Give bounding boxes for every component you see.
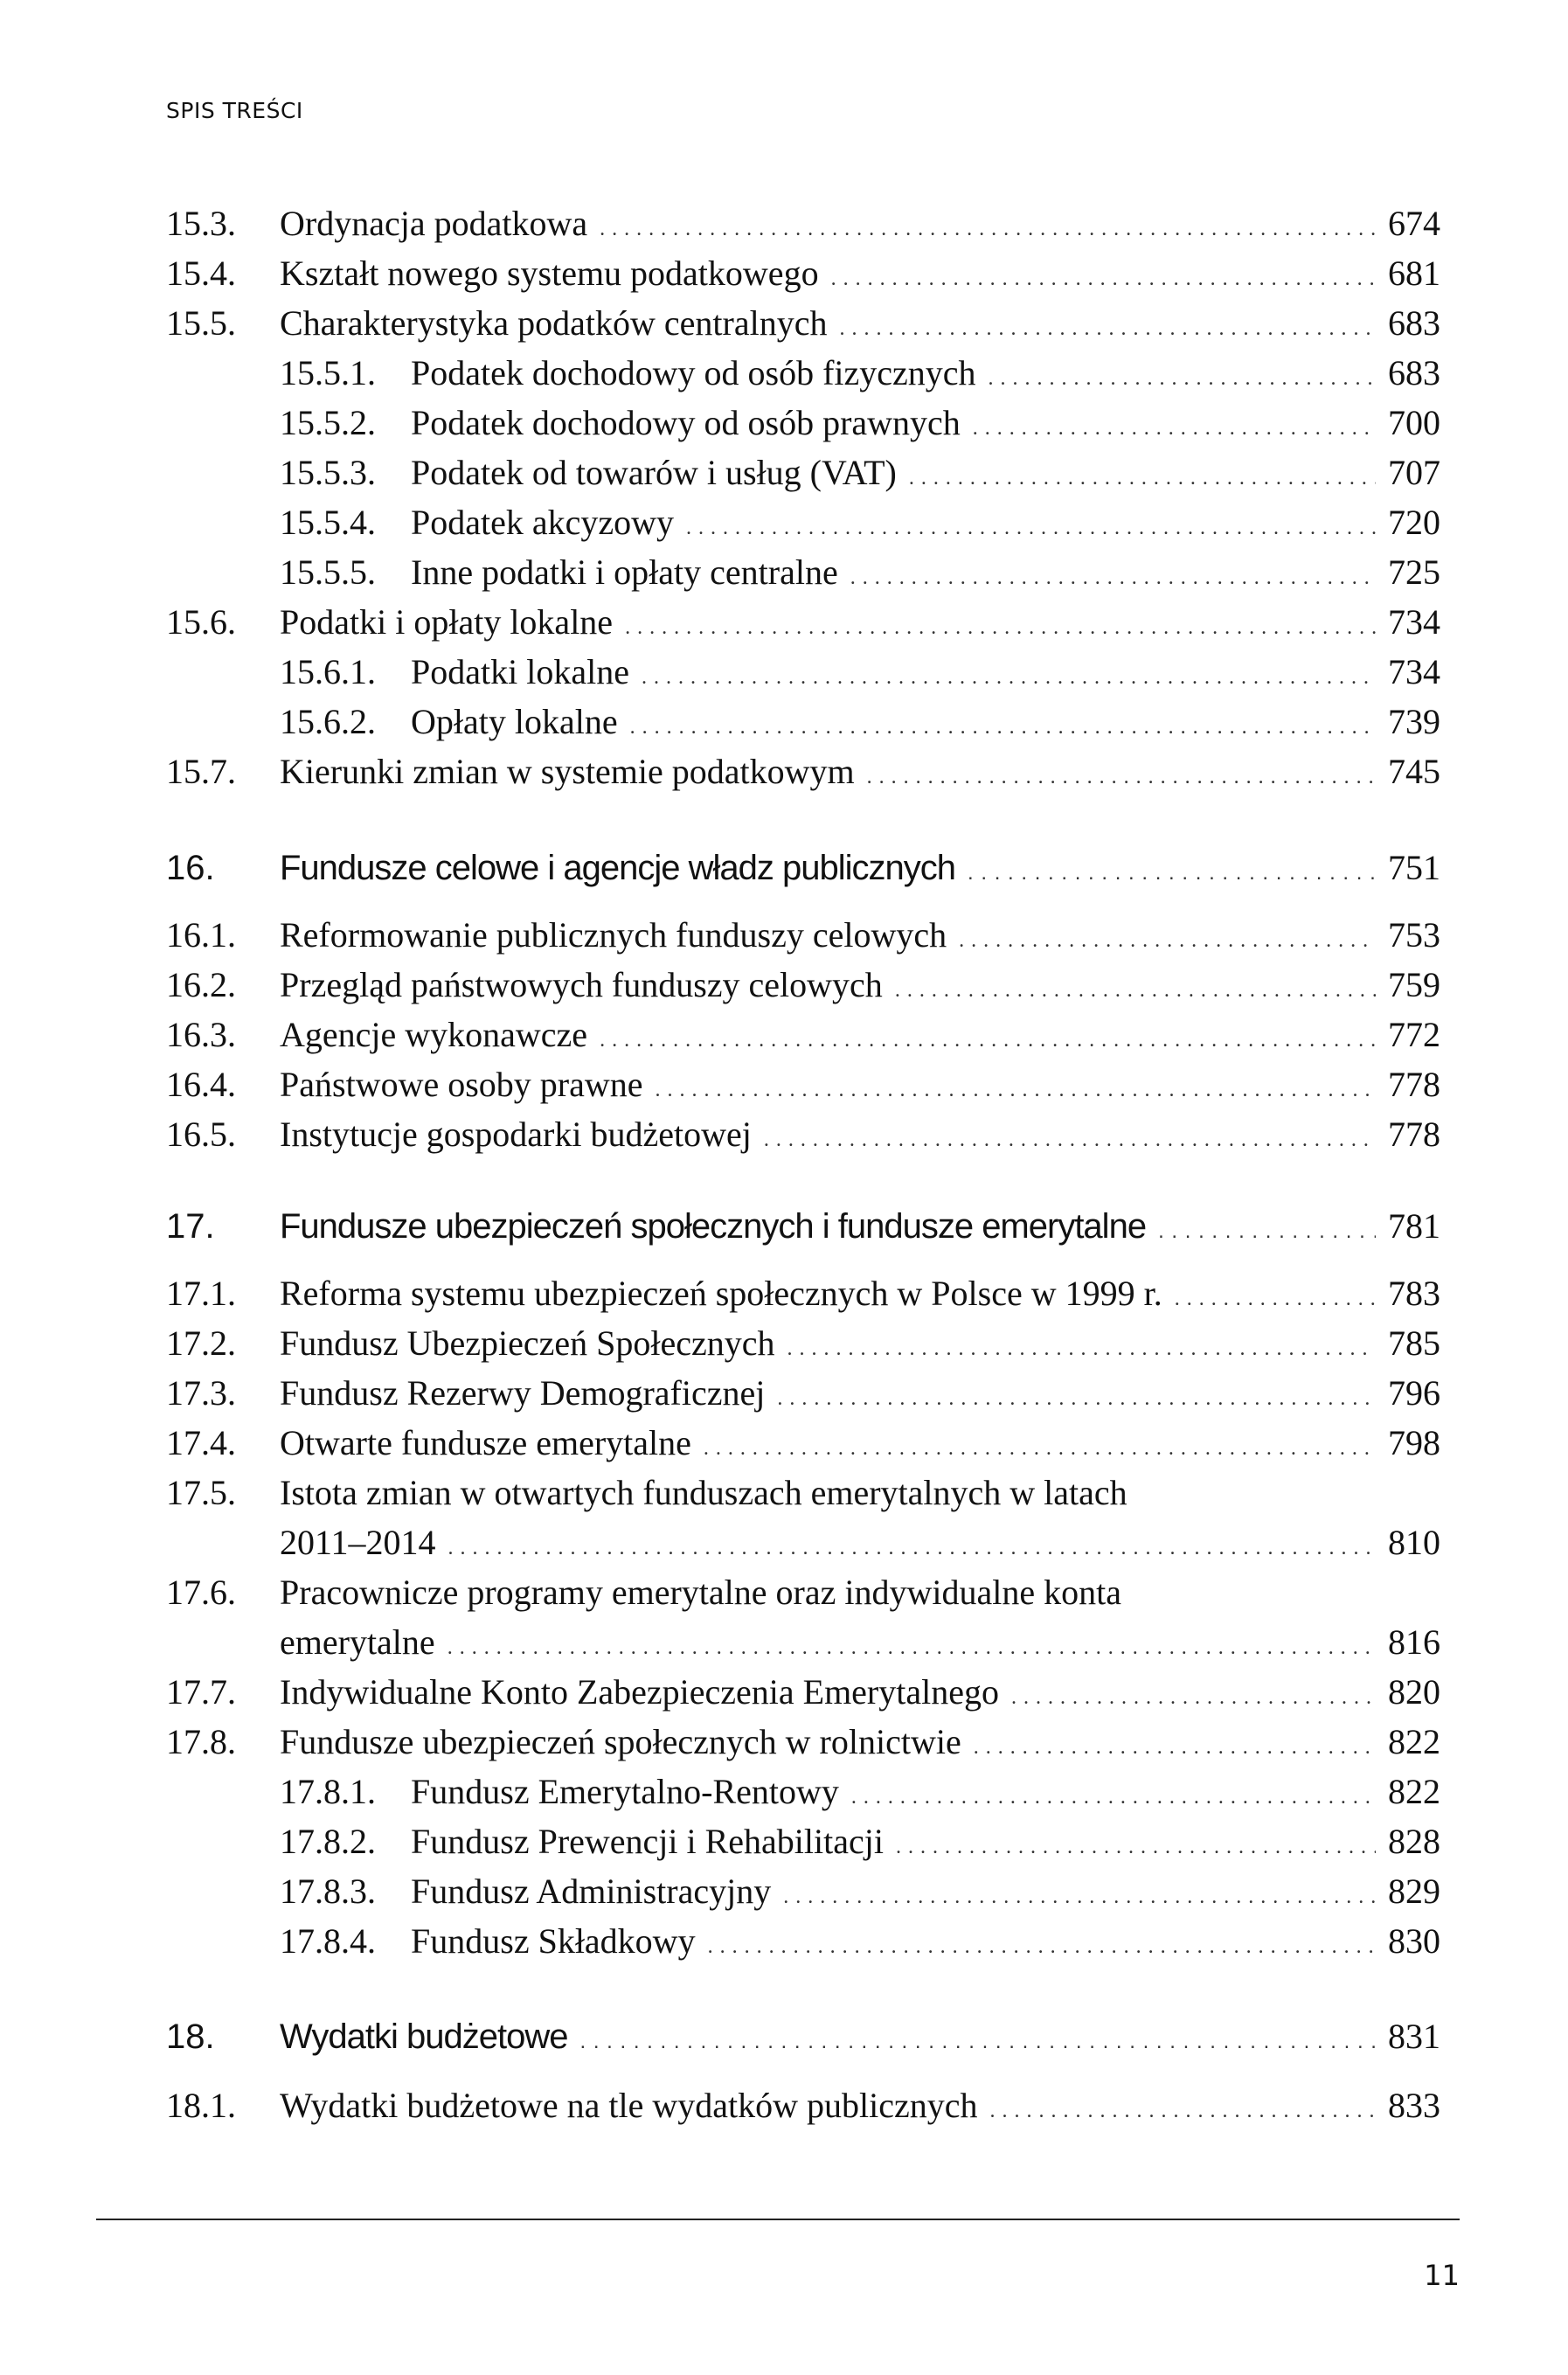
entry-page: 822 <box>1388 1722 1440 1761</box>
entry-page: 707 <box>1388 453 1440 492</box>
dot-leader <box>974 1718 1376 1772</box>
entry-title: Podatek dochodowy od osób fizycznych <box>411 353 976 392</box>
dot-leader <box>895 961 1376 1015</box>
entry-title-line-2: emerytalne <box>280 1622 435 1662</box>
entry-title: Podatek akcyzowy <box>411 503 675 542</box>
entry-page: 816 <box>1388 1622 1440 1662</box>
toc-entry-15-5-4[interactable] <box>166 498 1440 547</box>
toc-entry-16-5[interactable] <box>166 1110 1440 1159</box>
entry-page: 822 <box>1388 1772 1440 1811</box>
entry-title: Kształt nowego systemu podatkowego <box>280 253 819 293</box>
entry-number: 17.5. <box>166 1473 236 1512</box>
dot-leader <box>448 1518 1376 1573</box>
entry-number: 15.6.2. <box>280 702 376 741</box>
entry-number: 17.8.2. <box>280 1822 376 1861</box>
dot-leader <box>686 498 1376 552</box>
entry-page: 683 <box>1388 353 1440 392</box>
entry-title: Instytucje gospodarki budżetowej <box>280 1115 752 1154</box>
entry-number: 15.5. <box>166 303 236 343</box>
entry-number: 15.6.1. <box>280 652 376 691</box>
entry-page: 820 <box>1388 1672 1440 1712</box>
entry-page: 725 <box>1388 552 1440 592</box>
entry-title: Reforma systemu ubezpieczeń społecznych w Polsce w 1999 r. <box>280 1274 1162 1313</box>
footer-rule <box>96 2219 1460 2220</box>
page-number: 11 <box>1424 2259 1460 2292</box>
toc-entry-15-7[interactable] <box>166 747 1440 796</box>
entry-number: 18.1. <box>166 2086 236 2125</box>
entry-title: Reformowanie publicznych funduszy celowych <box>280 915 947 955</box>
entry-title: Podatek dochodowy od osób prawnych <box>411 403 961 442</box>
entry-title: Charakterystyka podatków centralnych <box>280 303 828 343</box>
entry-title: Fundusz Prewencji i Rehabilitacji <box>411 1822 884 1861</box>
toc-entry-15-6[interactable] <box>166 598 1440 647</box>
entry-number: 15.5.4. <box>280 503 376 542</box>
entry-page: 674 <box>1388 204 1440 243</box>
entry-number: 17.1. <box>166 1274 236 1313</box>
entry-number: 17.8.4. <box>280 1921 376 1961</box>
entry-title: Fundusz Emerytalno-Rentowy <box>411 1772 839 1811</box>
toc-entry-17-8-4[interactable] <box>166 1917 1440 1966</box>
dot-leader <box>896 1817 1376 1872</box>
entry-page: 796 <box>1388 1373 1440 1413</box>
dot-leader <box>831 249 1376 303</box>
dot-leader <box>642 648 1376 702</box>
entry-page: 720 <box>1388 503 1440 542</box>
toc-entry-16-1[interactable] <box>166 911 1440 960</box>
entry-number: 15.6. <box>166 602 236 642</box>
entry-page: 700 <box>1388 403 1440 442</box>
toc-entry-17-2[interactable] <box>166 1319 1440 1368</box>
entry-title: Fundusz Ubezpieczeń Społecznych <box>280 1323 775 1363</box>
entry-number: 15.4. <box>166 253 236 293</box>
dot-leader <box>600 1010 1376 1065</box>
entry-page: 745 <box>1388 752 1440 791</box>
entry-title: Fundusze ubezpieczeń społecznych w rolnictwie <box>280 1722 961 1761</box>
chapter-number: 18. <box>166 2017 215 2056</box>
toc-entry-18-1[interactable] <box>166 2081 1440 2130</box>
dot-leader <box>959 911 1376 965</box>
entry-title: Opłaty lokalne <box>411 702 618 741</box>
dot-leader <box>1011 1668 1376 1722</box>
entry-title: Indywidualne Konto Zabezpieczenia Emerytalnego <box>280 1672 999 1712</box>
entry-title: Fundusz Składkowy <box>411 1921 696 1961</box>
dot-leader <box>625 598 1376 652</box>
toc-chapter-17[interactable] <box>166 1202 1440 1251</box>
dot-leader <box>867 747 1376 802</box>
entry-title: Ordynacja podatkowa <box>280 204 588 243</box>
entry-number: 17.2. <box>166 1323 236 1363</box>
chapter-page: 751 <box>1388 848 1440 887</box>
entry-title: Wydatki budżetowe na tle wydatków publicznych <box>280 2086 978 2125</box>
entry-number: 17.8. <box>166 1722 236 1761</box>
entry-number: 15.5.1. <box>280 353 376 392</box>
entry-page: 828 <box>1388 1822 1440 1861</box>
entry-number: 15.7. <box>166 752 236 791</box>
dot-leader <box>777 1369 1376 1423</box>
entry-number: 17.3. <box>166 1373 236 1413</box>
toc-chapter-16[interactable] <box>166 844 1440 892</box>
entry-page: 798 <box>1388 1423 1440 1462</box>
toc-entry-17-8-1[interactable] <box>166 1767 1440 1816</box>
toc-entry-17-8[interactable] <box>166 1718 1440 1767</box>
entry-number: 17.7. <box>166 1672 236 1712</box>
entry-number: 15.5.2. <box>280 403 376 442</box>
toc-entry-17-1[interactable] <box>166 1269 1440 1318</box>
toc-entry-16-4[interactable] <box>166 1060 1440 1109</box>
entry-number: 16.1. <box>166 915 236 955</box>
toc-entry-15-5-2[interactable] <box>166 399 1440 448</box>
toc-entry-17-8-3[interactable] <box>166 1867 1440 1916</box>
entry-title-line-2: 2011–2014 <box>280 1523 436 1562</box>
entry-title: Podatek od towarów i usług (VAT) <box>411 453 897 492</box>
entry-page: 681 <box>1388 253 1440 293</box>
entry-page: 734 <box>1388 652 1440 691</box>
toc-entry-17-4[interactable] <box>166 1419 1440 1468</box>
toc-entry-15-3[interactable] <box>166 199 1440 248</box>
entry-number: 16.2. <box>166 965 236 1004</box>
toc-entry-17-5[interactable] <box>166 1469 1440 1517</box>
entry-number: 15.3. <box>166 204 236 243</box>
entry-title-line-1: Istota zmian w otwartych funduszach emerytalnych w latach <box>280 1473 1127 1512</box>
entry-page: 759 <box>1388 965 1440 1004</box>
entry-page: 683 <box>1388 303 1440 343</box>
dot-leader <box>708 1917 1376 1971</box>
chapter-title: Fundusze ubezpieczeń społecznych i fundusze emerytalne <box>280 1207 1147 1246</box>
entry-title: Fundusz Administracyjny <box>411 1872 772 1911</box>
toc-entry-17-6-cont[interactable] <box>280 1618 1440 1667</box>
entry-page: 830 <box>1388 1921 1440 1961</box>
toc-entry-15-6-1[interactable] <box>166 648 1440 697</box>
entry-number: 16.4. <box>166 1065 236 1104</box>
toc-entry-16-3[interactable] <box>166 1010 1440 1059</box>
dot-leader <box>851 1767 1376 1822</box>
dot-leader <box>764 1110 1376 1164</box>
entry-page: 772 <box>1388 1015 1440 1054</box>
entry-title: Kierunki zmian w systemie podatkowym <box>280 752 855 791</box>
entry-page: 785 <box>1388 1323 1440 1363</box>
entry-number: 16.3. <box>166 1015 236 1054</box>
chapter-number: 16. <box>166 849 215 887</box>
toc-chapter-18[interactable] <box>166 2012 1440 2061</box>
entry-number: 15.5.3. <box>280 453 376 492</box>
toc-entry-15-6-2[interactable] <box>166 698 1440 747</box>
dot-leader <box>630 698 1376 752</box>
dot-leader <box>704 1419 1376 1473</box>
entry-title: Przegląd państwowych funduszy celowych <box>280 965 883 1004</box>
dot-leader <box>448 1618 1376 1672</box>
toc-entry-16-2[interactable] <box>166 961 1440 1010</box>
entry-title: Państwowe osoby prawne <box>280 1065 643 1104</box>
dot-leader <box>850 548 1376 602</box>
chapter-title: Fundusze celowe i agencje władz publicznych <box>280 849 956 887</box>
toc-entry-15-5[interactable] <box>166 299 1440 348</box>
chapter-page: 831 <box>1388 2017 1440 2056</box>
toc-entry-15-5-3[interactable] <box>166 448 1440 497</box>
entry-page: 739 <box>1388 702 1440 741</box>
dot-leader <box>579 2012 1376 2066</box>
dot-leader <box>656 1060 1377 1115</box>
toc-entry-15-4[interactable] <box>166 249 1440 298</box>
dot-leader <box>600 199 1376 253</box>
entry-title: Fundusz Rezerwy Demograficznej <box>280 1373 766 1413</box>
entry-page: 778 <box>1388 1115 1440 1154</box>
dot-leader <box>839 299 1376 353</box>
entry-title: Podatki i opłaty lokalne <box>280 602 614 642</box>
entry-number: 17.8.1. <box>280 1772 376 1811</box>
toc-entry-17-7[interactable] <box>166 1668 1440 1717</box>
toc-entry-17-8-2[interactable] <box>166 1817 1440 1866</box>
dot-leader <box>1158 1202 1376 1256</box>
entry-page: 783 <box>1388 1274 1440 1313</box>
chapter-page: 781 <box>1388 1206 1440 1246</box>
toc-entry-15-5-1[interactable] <box>166 349 1440 398</box>
dot-leader <box>783 1867 1376 1921</box>
entry-page: 753 <box>1388 915 1440 955</box>
toc-entry-17-6[interactable] <box>166 1568 1440 1617</box>
entry-title: Otwarte fundusze emerytalne <box>280 1423 691 1462</box>
running-header: SPIS TREŚCI <box>166 98 303 123</box>
entry-page: 734 <box>1388 602 1440 642</box>
dot-leader <box>909 448 1376 503</box>
dot-leader <box>968 844 1376 898</box>
entry-title: Inne podatki i opłaty centralne <box>411 552 838 592</box>
entry-title-line-1: Pracownicze programy emerytalne oraz indywidualne konta <box>280 1573 1121 1612</box>
entry-number: 17.8.3. <box>280 1872 376 1911</box>
entry-number: 15.5.5. <box>280 552 376 592</box>
entry-title: Agencje wykonawcze <box>280 1015 588 1054</box>
dot-leader <box>1175 1269 1376 1323</box>
toc-entry-17-3[interactable] <box>166 1369 1440 1418</box>
entry-page: 829 <box>1388 1872 1440 1911</box>
entry-number: 16.5. <box>166 1115 236 1154</box>
entry-title: Podatki lokalne <box>411 652 629 691</box>
entry-number: 17.6. <box>166 1573 236 1612</box>
entry-page: 810 <box>1388 1523 1440 1562</box>
entry-number: 17.4. <box>166 1423 236 1462</box>
dot-leader <box>989 2081 1376 2135</box>
entry-page: 833 <box>1388 2086 1440 2125</box>
chapter-title: Wydatki budżetowe <box>280 2017 568 2056</box>
dot-leader <box>973 399 1376 453</box>
dot-leader <box>787 1319 1376 1373</box>
toc-entry-17-5-cont[interactable] <box>280 1518 1440 1567</box>
chapter-number: 17. <box>166 1207 215 1246</box>
entry-page: 778 <box>1388 1065 1440 1104</box>
toc-entry-15-5-5[interactable] <box>166 548 1440 597</box>
dot-leader <box>989 349 1376 403</box>
